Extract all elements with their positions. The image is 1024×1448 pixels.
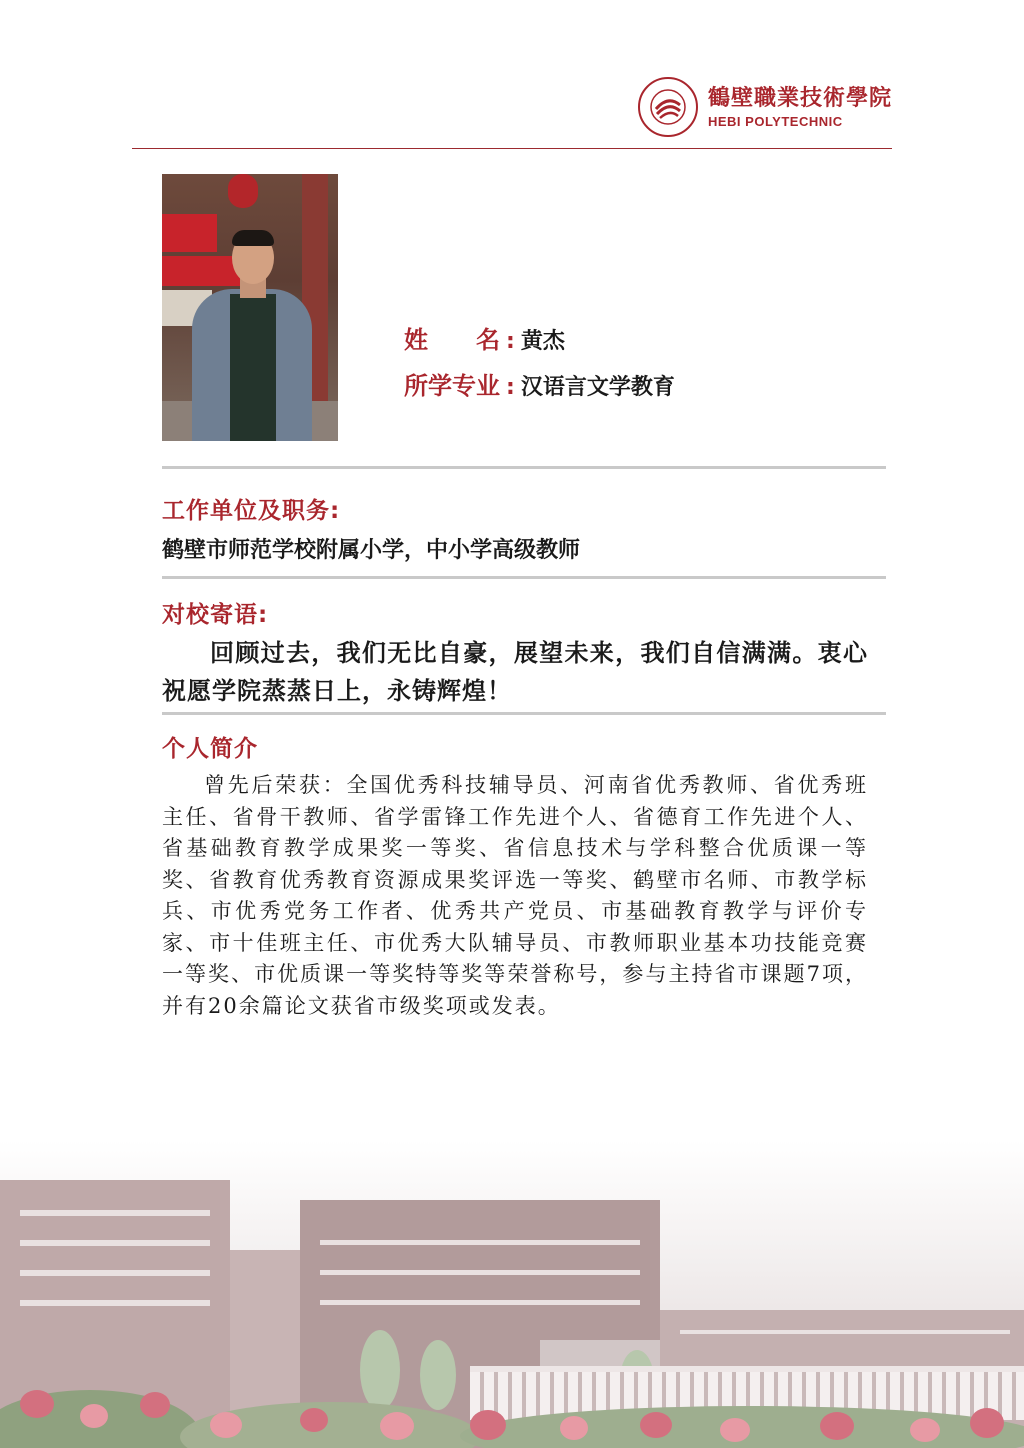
bio-section-title: 个人简介 [162, 736, 258, 762]
school-brand [638, 78, 892, 136]
section-divider [162, 466, 886, 469]
header-divider [132, 148, 892, 149]
school-logo-icon [638, 77, 698, 137]
work-section-text: 鹤壁市师范学校附属小学，中小学高级教师 [162, 537, 581, 563]
profile-identity [404, 320, 675, 412]
name-value: 黄杰 [520, 328, 565, 354]
section-divider [162, 576, 886, 579]
major-colon: : [506, 375, 515, 400]
school-name-en: HEBI POLYTECHNIC [707, 113, 843, 129]
work-section-title: 工作单位及职务: [162, 498, 341, 524]
message-section-text: 回顾过去，我们无比自豪，展望未来，我们自信满满。衷心祝愿学院蒸蒸日上，永铸辉煌！ [162, 638, 868, 705]
campus-background-image [0, 1140, 1024, 1448]
bio-section-text: 曾先后荣获：全国优秀科技辅导员、河南省优秀教师、省优秀班主任、省骨干教师、省学雷锋工作先进个人、省德育工作先进个人、省基础教育教学成果奖一等奖、省信息技术与学科整合优质课一等奖、省教育优秀教育资源成果奖评选一等奖、鹤壁市名师、市教学标兵、市优秀党务工作者、优秀共产党员、市基础教育教学与评价专家、市十佳班主任、市优秀大队辅导员、市教师职业基本功技能竞赛一等奖、市优质课一等奖特等奖等荣誉称号，参与主持省市课题7项，并有20余篇论文获省市级奖项或发表。 [162, 773, 868, 1018]
major-label: 所学专业 [404, 372, 500, 400]
major-row [404, 366, 675, 412]
message-section-title: 对校寄语: [162, 602, 269, 628]
section-divider [162, 712, 886, 715]
name-row [404, 320, 675, 366]
school-name-cn: 鶴壁職業技術學院 [707, 84, 892, 111]
name-colon: : [506, 329, 515, 354]
major-value: 汉语言文学教育 [520, 374, 675, 400]
portrait-photo [162, 174, 338, 441]
name-label: 姓 名 [404, 326, 500, 354]
